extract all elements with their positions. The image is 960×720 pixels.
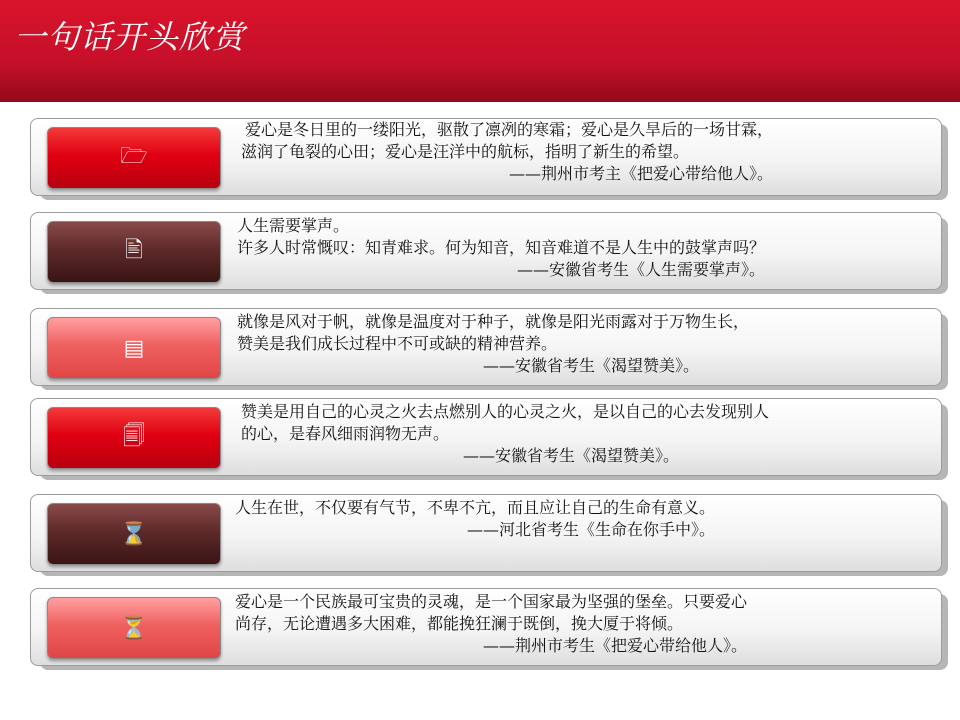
page-icon: ▤ bbox=[47, 317, 221, 379]
quote-card bbox=[30, 308, 942, 386]
document-icon: 🖹 bbox=[47, 221, 221, 283]
quote-line: 赞美是用自己的心灵之火去点燃别人的心灵之火，是以自己的心去发现别人 bbox=[241, 402, 770, 421]
quote-line: 爱心是一个民族最可宝贵的灵魂，是一个国家最为坚强的堡垒。只要爱心 bbox=[235, 592, 748, 611]
pages-icon: 🗐 bbox=[47, 407, 221, 469]
quote-attribution: ——河北省考生《生命在你手中》。 bbox=[467, 520, 716, 539]
quote-row-5 bbox=[30, 494, 942, 572]
quote-card bbox=[30, 212, 942, 290]
quote-line: 尚存，无论遭遇多大困难，都能挽狂澜于既倒，挽大厦于将倾。 bbox=[235, 614, 684, 633]
quote-card bbox=[30, 118, 942, 196]
quote-row-4 bbox=[30, 398, 942, 476]
quote-text bbox=[241, 401, 769, 467]
quote-attribution: ——安徽省考生《渴望赞美》。 bbox=[483, 356, 700, 375]
quote-line: 爱心是冬日里的一缕阳光，驱散了凛冽的寒霜；爱心是久旱后的一场甘霖， bbox=[245, 120, 774, 139]
quote-line: 就像是风对于帆，就像是温度对于种子，就像是阳光雨露对于万物生长， bbox=[237, 312, 750, 331]
quote-text bbox=[235, 497, 715, 541]
quote-line: 许多人时常慨叹：知青难求。何为知音，知音难道不是人生中的鼓掌声吗？ bbox=[237, 238, 766, 257]
title-bar-band bbox=[0, 70, 960, 102]
hourglass-outline-icon: ⏳ bbox=[47, 597, 221, 659]
title-bar bbox=[0, 0, 960, 102]
quote-line: 人生在世，不仅要有气节，不卑不亢，而且应让自己的生命有意义。 bbox=[235, 498, 716, 517]
page-title: 一句话开头欣赏 bbox=[14, 18, 246, 56]
quote-card bbox=[30, 398, 942, 476]
quote-line: 赞美是我们成长过程中不可或缺的精神营养。 bbox=[237, 334, 558, 353]
quote-attribution: ——安徽省考生《人生需要掌声》。 bbox=[517, 260, 766, 279]
quote-attribution: ——荆州市考生《把爱心带给他人》。 bbox=[483, 636, 748, 655]
quote-attribution: ——安徽省考生《渴望赞美》。 bbox=[463, 446, 680, 465]
quote-text bbox=[237, 215, 765, 281]
folder-icon: 🗁 bbox=[47, 127, 221, 189]
quote-card bbox=[30, 588, 942, 666]
quote-text bbox=[241, 119, 774, 185]
quote-text bbox=[235, 591, 747, 657]
quote-line: 滋润了龟裂的心田；爱心是汪洋中的航标，指明了新生的希望。 bbox=[241, 142, 690, 161]
quote-row-2 bbox=[30, 212, 942, 290]
quote-row-6 bbox=[30, 588, 942, 666]
quote-line: 的心，是春风细雨润物无声。 bbox=[241, 424, 450, 443]
hourglass-icon: ⌛ bbox=[47, 503, 221, 565]
quote-line: 人生需要掌声。 bbox=[237, 216, 350, 235]
quote-attribution: ——荆州市考主《把爱心带给他人》。 bbox=[509, 164, 774, 183]
quote-card bbox=[30, 494, 942, 572]
quote-row-3 bbox=[30, 308, 942, 386]
quote-row-1 bbox=[30, 118, 942, 196]
quote-text bbox=[237, 311, 749, 377]
